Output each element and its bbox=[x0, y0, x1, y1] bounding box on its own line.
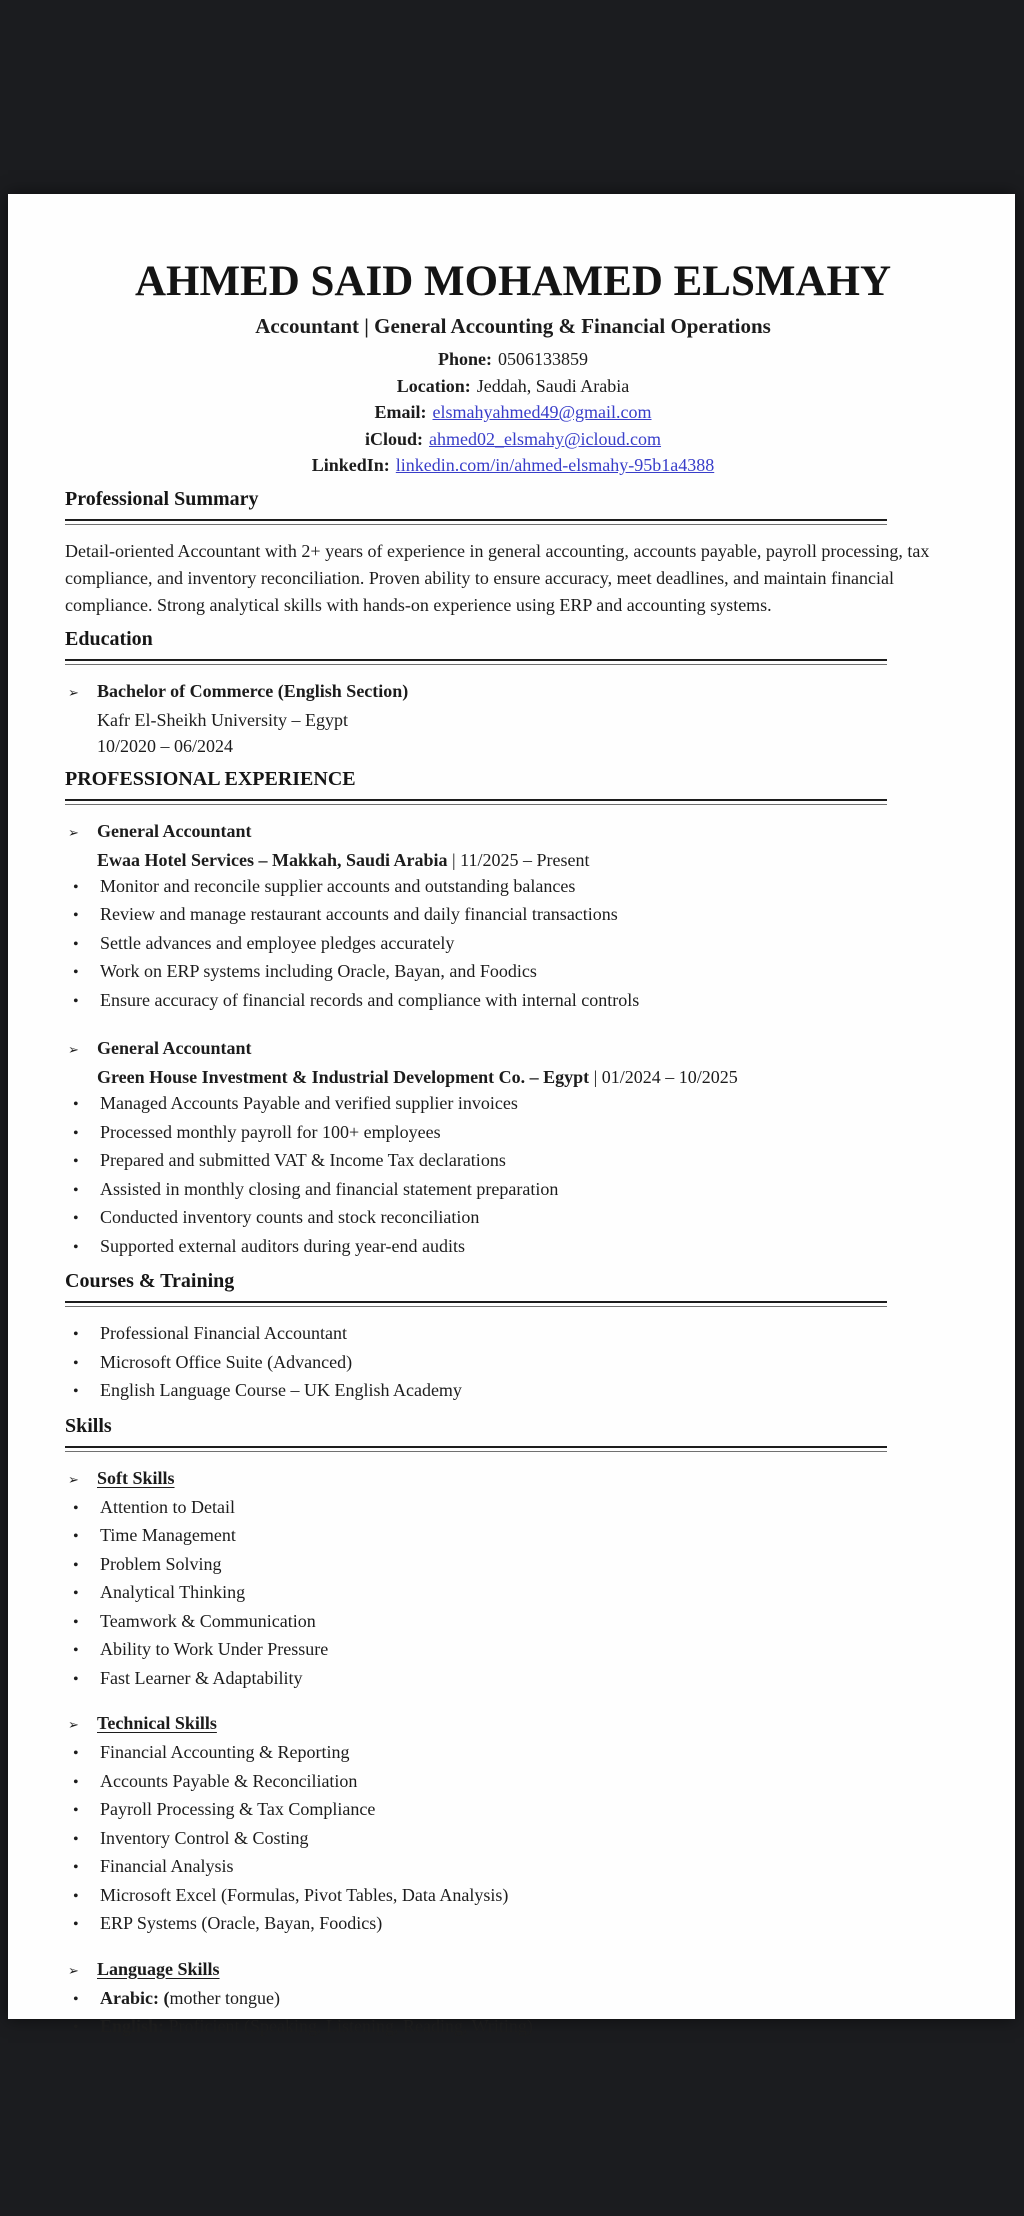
list-item bbox=[65, 1853, 961, 1882]
bullet-icon: • bbox=[73, 1745, 79, 1763]
bullet-icon: • bbox=[73, 2019, 79, 2037]
arrow-bullet-icon: ➢ bbox=[68, 825, 79, 841]
job-title-label: General Accountant bbox=[97, 820, 252, 841]
contact-link-linkedin[interactable]: linkedin.com/in/ahmed-elsmahy-95b1a4388 bbox=[395, 455, 715, 476]
list-item-text: Teamwork & Communication bbox=[100, 1610, 316, 1631]
bullet-icon: • bbox=[73, 1210, 79, 1228]
bullet-icon: • bbox=[73, 907, 79, 925]
section-rule bbox=[65, 1446, 887, 1452]
summary-paragraph: Detail-oriented Accountant with 2+ years of experience in general accounting, accounts payable, payroll processing, tax compliance, and inventory reconciliation. Proven ability to ensure accuracy, meet deadlines, and maintain financial compliance. Strong analytical skills with hands-on experience using ERP and accounting systems. bbox=[65, 540, 930, 615]
bullet-icon: • bbox=[73, 1528, 79, 1546]
bullet-list bbox=[65, 1494, 961, 1694]
list-item-text: Conducted inventory counts and stock reconciliation bbox=[100, 1207, 480, 1228]
list-item bbox=[65, 1377, 961, 1406]
bullet-icon: • bbox=[73, 1238, 79, 1256]
list-item bbox=[65, 1825, 961, 1854]
list-item-text: Accounts Payable & Reconciliation bbox=[100, 1770, 358, 1791]
list-item-text: Payroll Processing & Tax Compliance bbox=[100, 1799, 376, 1820]
list-item bbox=[65, 1985, 961, 2014]
list-item bbox=[65, 1636, 961, 1665]
bullet-icon: • bbox=[73, 1613, 79, 1631]
resume-page bbox=[8, 194, 1015, 2037]
section-professional-summary bbox=[65, 488, 961, 619]
list-item-text: Analytical Thinking bbox=[100, 1582, 246, 1603]
section-heading: PROFESSIONAL EXPERIENCE bbox=[65, 767, 356, 790]
job-title bbox=[65, 818, 961, 847]
section-rule bbox=[65, 1301, 887, 1307]
bullet-icon: • bbox=[73, 1124, 79, 1142]
list-item-text: Review and manage restaurant accounts and daily financial transactions bbox=[100, 904, 618, 925]
section-heading: Professional Summary bbox=[65, 487, 259, 510]
bullet-icon: • bbox=[73, 935, 79, 953]
contact-value: 0506133859 bbox=[498, 349, 588, 370]
list-item bbox=[65, 1551, 961, 1580]
list-item bbox=[65, 1522, 961, 1551]
bullet-icon: • bbox=[73, 1585, 79, 1603]
section-rule bbox=[65, 519, 887, 525]
section-courses-training bbox=[65, 1270, 961, 1406]
skill-group-title bbox=[65, 1465, 961, 1494]
bullet-icon: • bbox=[73, 1830, 79, 1848]
list-item bbox=[65, 1665, 961, 1694]
bullet-icon: • bbox=[73, 992, 79, 1010]
skill-group-language-skills bbox=[65, 1956, 961, 2042]
list-item-text: Professional Financial Accountant bbox=[100, 1323, 347, 1344]
list-item bbox=[65, 1176, 961, 1205]
list-item-text: Attention to Detail bbox=[100, 1496, 235, 1517]
list-item-text: Assisted in monthly closing and financial statement preparation bbox=[100, 1178, 559, 1199]
list-item bbox=[65, 1233, 961, 1262]
skill-group-title bbox=[65, 1710, 961, 1739]
section-education bbox=[65, 628, 961, 759]
list-item-text: Settle advances and employee pledges accurately bbox=[100, 932, 455, 953]
contact-row-phone bbox=[65, 346, 961, 373]
list-item-bold-text: English: bbox=[100, 2016, 165, 2037]
list-item-rest-text: mother tongue) bbox=[169, 1987, 280, 2008]
skill-group-title-label: Soft Skills bbox=[97, 1467, 175, 1488]
section-professional-experience bbox=[65, 768, 961, 1262]
candidate-name: AHMED SAID MOHAMED ELSMAHY bbox=[134, 258, 892, 305]
education-detail: Kafr El-Sheikh University – Egypt bbox=[97, 709, 348, 730]
list-item-text: Prepared and submitted VAT & Income Tax declarations bbox=[100, 1150, 506, 1171]
bullet-icon: • bbox=[73, 1802, 79, 1820]
list-item bbox=[65, 1910, 961, 1939]
list-item-text: English Language Course – UK English Academy bbox=[100, 1380, 462, 1401]
list-item-text: Microsoft Office Suite (Advanced) bbox=[100, 1351, 353, 1372]
contact-label: Location: bbox=[396, 375, 471, 396]
list-item-text: ERP Systems (Oracle, Bayan, Foodics) bbox=[100, 1913, 383, 1934]
company-line bbox=[65, 1064, 961, 1090]
list-item-text bbox=[100, 2013, 533, 2040]
bullet-icon: • bbox=[73, 1990, 79, 2008]
list-item-text: Work on ERP systems including Oracle, Bayan, and Foodics bbox=[100, 961, 537, 982]
resume-body bbox=[65, 488, 961, 2042]
list-item-bold-text: Arabic: ( bbox=[100, 1987, 170, 2008]
list-item bbox=[65, 1608, 961, 1637]
job-entry bbox=[65, 818, 961, 1016]
job-separator: | bbox=[589, 1067, 602, 1088]
contact-label: iCloud: bbox=[364, 428, 423, 449]
contact-label: Email: bbox=[374, 402, 427, 423]
bullet-list bbox=[65, 1985, 961, 2042]
section-skills bbox=[65, 1415, 961, 2042]
section-rule bbox=[65, 799, 887, 805]
job-separator: | bbox=[447, 849, 461, 870]
list-item-text: Financial Analysis bbox=[100, 1856, 234, 1877]
bullet-icon: • bbox=[73, 1859, 79, 1877]
list-item-text: Microsoft Excel (Formulas, Pivot Tables, Data Analysis) bbox=[100, 1884, 509, 1905]
bullet-icon: • bbox=[73, 878, 79, 896]
contact-row-icloud bbox=[65, 426, 961, 453]
company-line bbox=[65, 847, 961, 873]
bullet-list bbox=[65, 1739, 961, 1939]
list-item-text: Fast Learner & Adaptability bbox=[100, 1667, 303, 1688]
contact-list bbox=[65, 346, 961, 479]
list-item-text: Ensure accuracy of financial records and compliance with internal controls bbox=[100, 989, 640, 1010]
contact-row-location bbox=[65, 373, 961, 400]
bullet-icon: • bbox=[73, 1642, 79, 1660]
list-item bbox=[65, 1768, 961, 1797]
list-item-text: Supported external auditors during year-end audits bbox=[100, 1235, 466, 1256]
list-item bbox=[65, 1882, 961, 1911]
bullet-icon: • bbox=[73, 1383, 79, 1401]
bullet-list bbox=[65, 873, 961, 1016]
skill-group-technical-skills bbox=[65, 1710, 961, 1939]
bullet-icon: • bbox=[73, 1153, 79, 1171]
job-entry bbox=[65, 1035, 961, 1261]
list-item bbox=[65, 1579, 961, 1608]
bullet-icon: • bbox=[73, 1499, 79, 1517]
contact-row-email bbox=[65, 399, 961, 426]
list-item-text: Financial Accounting & Reporting bbox=[100, 1742, 350, 1763]
bullet-icon: • bbox=[73, 1887, 79, 1905]
list-item-text: Ability to Work Under Pressure bbox=[100, 1639, 329, 1660]
section-rule bbox=[65, 659, 887, 665]
bullet-icon: • bbox=[73, 1181, 79, 1199]
list-item bbox=[65, 1739, 961, 1768]
bullet-icon: • bbox=[73, 1354, 79, 1372]
bullet-icon: • bbox=[73, 1096, 79, 1114]
resume-header bbox=[65, 258, 961, 479]
job-period: 11/2025 – Present bbox=[460, 849, 590, 870]
list-item bbox=[65, 873, 961, 902]
section-heading: Skills bbox=[65, 1414, 112, 1437]
list-item-text: Managed Accounts Payable and verified supplier invoices bbox=[100, 1093, 518, 1114]
candidate-title: Accountant | General Accounting & Financial Operations bbox=[255, 314, 771, 339]
list-item bbox=[65, 930, 961, 959]
skill-group-title bbox=[65, 1956, 961, 1985]
arrow-bullet-icon: ➢ bbox=[68, 685, 79, 701]
section-heading: Education bbox=[65, 627, 153, 650]
list-item-text bbox=[100, 1985, 280, 2012]
bullet-icon: • bbox=[73, 1773, 79, 1791]
list-item bbox=[65, 2013, 961, 2042]
contact-value: Jeddah, Saudi Arabia bbox=[476, 375, 630, 396]
degree-title bbox=[65, 678, 961, 707]
arrow-bullet-icon: ➢ bbox=[68, 1963, 79, 1979]
list-item-text: Inventory Control & Costing bbox=[100, 1827, 309, 1848]
list-item bbox=[65, 987, 961, 1016]
job-title-label: General Accountant bbox=[97, 1038, 252, 1059]
bullet-icon: • bbox=[73, 1670, 79, 1688]
degree-title-label: Bachelor of Commerce (English Section) bbox=[97, 680, 409, 701]
list-item-rest-text: Proficient (Speaking, Listening, Reading, Writing) bbox=[164, 2016, 533, 2037]
job-period: 01/2024 – 10/2025 bbox=[601, 1067, 738, 1088]
education-detail: 10/2020 – 06/2024 bbox=[97, 735, 234, 756]
list-item bbox=[65, 1796, 961, 1825]
bullet-icon: • bbox=[73, 1326, 79, 1344]
bullet-icon: • bbox=[73, 1556, 79, 1574]
list-item bbox=[65, 1349, 961, 1378]
bullet-icon: • bbox=[73, 964, 79, 982]
list-item-text: Processed monthly payroll for 100+ employees bbox=[100, 1121, 441, 1142]
list-item bbox=[65, 901, 961, 930]
company-name: Green House Investment & Industrial Development Co. – Egypt bbox=[97, 1067, 590, 1088]
list-item bbox=[65, 1119, 961, 1148]
list-item bbox=[65, 958, 961, 987]
company-name: Ewaa Hotel Services – Makkah, Saudi Arabia bbox=[97, 849, 448, 870]
contact-label: LinkedIn: bbox=[311, 455, 390, 476]
skill-group-title-label: Language Skills bbox=[97, 1958, 220, 1979]
list-item bbox=[65, 1320, 961, 1349]
arrow-bullet-icon: ➢ bbox=[68, 1472, 79, 1488]
list-item bbox=[65, 1147, 961, 1176]
arrow-bullet-icon: ➢ bbox=[68, 1043, 79, 1059]
list-item-text: Monitor and reconcile supplier accounts and outstanding balances bbox=[100, 875, 576, 896]
list-item-text: Time Management bbox=[100, 1525, 236, 1546]
list-item-text: Problem Solving bbox=[100, 1553, 222, 1574]
arrow-bullet-icon: ➢ bbox=[68, 1718, 79, 1734]
contact-link-email[interactable]: elsmahyahmed49@gmail.com bbox=[432, 402, 652, 423]
list-item bbox=[65, 1494, 961, 1523]
section-heading: Courses & Training bbox=[65, 1270, 235, 1293]
list-item bbox=[65, 1204, 961, 1233]
bullet-list bbox=[65, 1320, 961, 1406]
skill-group-title-label: Technical Skills bbox=[97, 1713, 217, 1734]
contact-row-linkedin bbox=[65, 452, 961, 479]
contact-label: Phone: bbox=[438, 349, 492, 370]
job-title bbox=[65, 1035, 961, 1064]
bullet-icon: • bbox=[73, 1916, 79, 1934]
contact-link-icloud[interactable]: ahmed02_elsmahy@icloud.com bbox=[429, 428, 662, 449]
list-item bbox=[65, 1090, 961, 1119]
bullet-list bbox=[65, 1090, 961, 1261]
skill-group-soft-skills bbox=[65, 1465, 961, 1694]
